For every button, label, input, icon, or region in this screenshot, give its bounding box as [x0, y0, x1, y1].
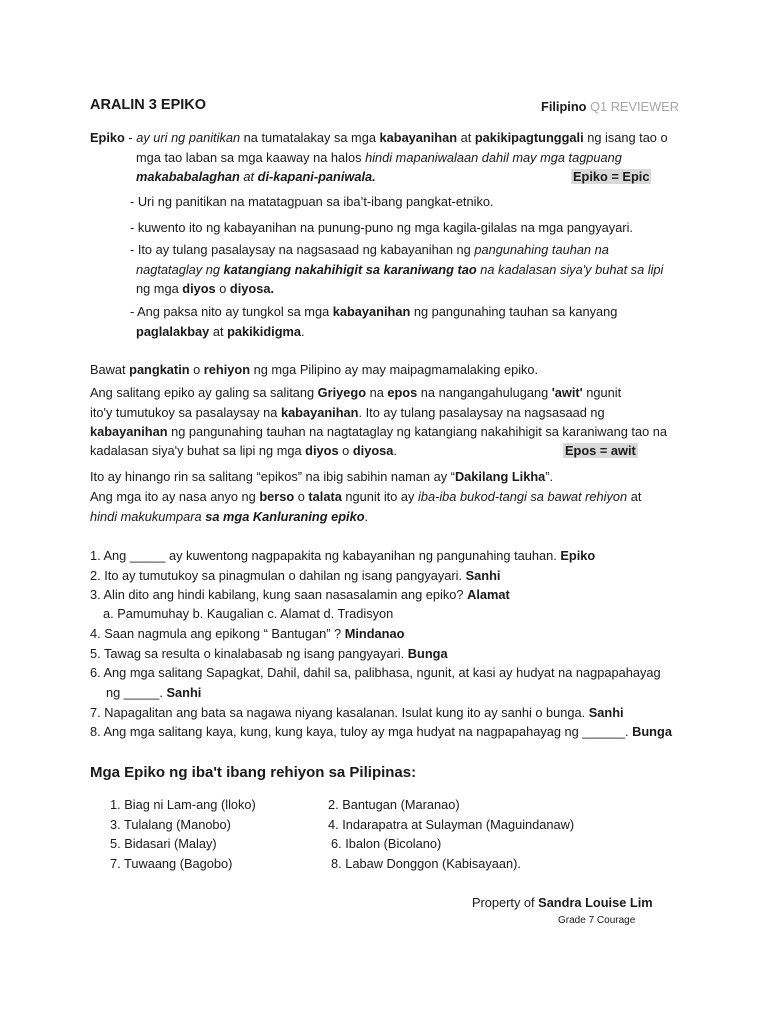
para2-l1-text: Ang salitang epiko ay galing sa salitang	[90, 385, 318, 400]
para2-period: .	[393, 443, 397, 458]
question-1-answer: Epiko	[560, 548, 596, 563]
epic-list-item: 6. Ibalon (Bicolano)	[331, 836, 442, 851]
para3-dakilang-likha: Dakilang Likha	[454, 469, 546, 484]
definition-line-2	[136, 148, 622, 167]
para1-rehiyon: rehiyon	[203, 362, 251, 377]
question-5	[90, 644, 448, 663]
bullet-3-line-1	[130, 240, 609, 259]
bullet-3-line-3	[136, 279, 274, 298]
para2-epos: epos	[387, 385, 418, 400]
bullet-3-italic: pangunahing tauhan na	[474, 242, 609, 257]
paragraph-2-line-3	[90, 422, 667, 441]
question-7	[90, 703, 624, 722]
question-8-text: 8. Ang mga salitang kaya, kung, kung kaya, tuloy ay mga hudyat na nagpapahayag ng ______.	[90, 724, 633, 739]
definition-makababalaghan: makababalaghan	[136, 169, 240, 184]
para2-l3-kabayanihan: kabayanihan	[90, 424, 168, 439]
bullet-4-paglalakbay: paglalakbay	[136, 324, 210, 339]
para3-l1-text: Ito ay hinango rin sa salitang “epikos” na ibig sabihin naman ay “	[90, 469, 455, 484]
question-2-text: 2. Ito ay tumutukoy sa pinagmulan o dahilan ng isang pangyayari.	[90, 568, 466, 583]
bullet-3-l2-bold: katangiang nakahihigit sa karaniwang tao	[223, 262, 477, 277]
paragraph-2-line-2	[90, 403, 605, 422]
epic-list-item: 2. Bantugan (Maranao)	[328, 797, 460, 812]
question-6-line-2	[106, 683, 201, 702]
bullet-4-bold: kabayanihan	[332, 304, 411, 319]
bullet-4-pakikidigma: pakikidigma	[227, 324, 302, 339]
definition-bold-pakikipagtunggali: pakikipagtunggali	[474, 130, 584, 145]
para1-text-end: ng mga Pilipino ay may maipagmamalaking epiko.	[250, 362, 539, 377]
reviewer-label: Q1 REVIEWER	[590, 99, 679, 114]
bullet-4-at: at	[209, 324, 228, 339]
grade-label: Grade 7 Courage	[558, 915, 636, 926]
para2-diyos: diyos	[305, 443, 339, 458]
para3-berso: berso	[259, 489, 295, 504]
bullet-4-period: .	[301, 324, 305, 339]
question-3-text: 3. Alin dito ang hindi kabilang, kung saan nasasalamin ang epiko?	[90, 587, 468, 602]
bullet-4-text: - Ang paksa nito ay tungkol sa mga	[130, 304, 333, 319]
question-3-answer: Alamat	[467, 587, 510, 602]
question-6-blank: ng _____.	[106, 685, 167, 700]
para2-o: o	[338, 443, 353, 458]
paragraph-3-line-3	[90, 507, 368, 526]
para3-talata: talata	[308, 489, 342, 504]
term-epiko: Epiko	[90, 130, 125, 145]
para2-awit: 'awit'	[551, 385, 583, 400]
para3-l2-text: Ang mga ito ay nasa anyo ng	[90, 489, 260, 504]
para2-l4-text: kadalasan siya'y buhat sa lipi ng mga	[90, 443, 306, 458]
bullet-2: - kuwento ito ng kabayanihan na punung-puno ng mga kagila-gilalas na mga pangyayari.	[130, 220, 633, 235]
definition-text-end: ng isang tao o	[583, 130, 668, 145]
subject-header	[541, 97, 679, 116]
definition-at: at	[457, 130, 475, 145]
bullet-3-diyos: diyos	[182, 281, 216, 296]
para2-l2-end: . Ito ay tulang pasalaysay na nagsasaad ng	[358, 405, 605, 420]
para2-kabayanihan: kabayanihan	[280, 405, 359, 420]
bullet-3-l2-italic: nagtataglay ng	[136, 262, 224, 277]
question-4	[90, 624, 404, 643]
epic-list-item: 1. Biag ni Lam-ang (lloko)	[110, 797, 256, 812]
bullet-3-line-2	[136, 260, 663, 279]
epos-highlight: Epos = awit	[565, 443, 636, 458]
para2-l2-text: ito'y tumutukoy sa pasalaysay na	[90, 405, 281, 420]
definition-line-1	[90, 128, 668, 147]
question-3-choices: a. Pamumuhay b. Kaugalian c. Alamat d. Tradisyon	[103, 606, 394, 621]
property-of-label: Property of	[472, 895, 539, 910]
bullet-4-line-1	[130, 302, 617, 321]
para3-o: o	[294, 489, 309, 504]
bullet-3-diyosa: diyosa.	[229, 281, 275, 296]
question-6-answer: Sanhi	[166, 685, 202, 700]
bullet-3-text: - Ito ay tulang pasalaysay na nagsasaad ng kabayanihan ng	[130, 242, 475, 257]
para2-diyosa: diyosa	[352, 443, 394, 458]
question-4-answer: Mindanao	[344, 626, 405, 641]
para3-period: .	[364, 509, 369, 524]
para1-text: Bawat	[90, 362, 130, 377]
definition-di-kapani-paniwala: di-kapani-paniwala.	[257, 169, 376, 184]
para2-l3-text: ng pangunahing tauhan na nagtataglay ng katangiang nakahihigit sa karaniwang tao na	[167, 424, 668, 439]
question-1-text: 1. Ang _____ ay kuwentong nagpapakita ng kabayanihan ng pangunahing tauhan.	[90, 548, 561, 563]
para3-l2-text2: ngunit ito ay	[341, 489, 418, 504]
para3-l3-italic: hindi makukumpara	[90, 509, 206, 524]
epic-label	[571, 167, 651, 186]
paragraph-3-line-2	[90, 487, 641, 506]
bullet-3-l2-italic-end: na kadalasan siya'y buhat sa lipi	[476, 262, 664, 277]
definition-text: na tumatalakay sa mga	[240, 130, 380, 145]
definition-line2-italic: hindi mapaniwalaan dahil may mga tagpuang	[365, 150, 622, 165]
epic-list-item: 4. Indarapatra at Sulayman (Maguindanaw)	[328, 817, 575, 832]
para3-l3-bold-italic: sa mga Kanluraning epiko	[205, 509, 365, 524]
regions-heading: Mga Epiko ng iba't ibang rehiyon sa Pilipinas:	[90, 764, 417, 781]
para3-l2-italic: iba-iba bukod-tangi sa bawat rehiyon	[417, 489, 628, 504]
epic-list-item: 7. Tuwaang (Bagobo)	[110, 856, 233, 871]
question-3	[90, 585, 510, 604]
definition-italic: ay uri ng panitikan	[136, 130, 241, 145]
paragraph-1	[90, 360, 538, 379]
subject-label: Filipino	[541, 99, 587, 114]
para3-l2-at: at	[627, 489, 642, 504]
owner-name: Sandra Louise Lim	[538, 895, 653, 910]
question-4-text: 4. Saan nagmula ang epikong “ Bantugan” ?	[90, 626, 345, 641]
paragraph-2-line-1	[90, 383, 621, 402]
question-8	[90, 722, 672, 741]
para2-l1-end: ngunit	[582, 385, 622, 400]
para2-griyego: Griyego	[317, 385, 367, 400]
epic-list-item: 3. Tulalang (Manobo)	[110, 817, 231, 832]
question-7-text: 7. Napagalitan ang bata sa nagawa niyang kasalanan. Isulat kung ito ay sanhi o bunga.	[90, 705, 589, 720]
para1-pangkatin: pangkatin	[129, 362, 190, 377]
para2-l1-text2: na nangangahulugang	[417, 385, 552, 400]
definition-bold-kabayanihan: kabayanihan	[379, 130, 458, 145]
question-6: 6. Ang mga salitang Sapagkat, Dahil, dahil sa, palibhasa, ngunit, at kasi ay hudyat na nagpapahayag	[90, 665, 661, 680]
question-1	[90, 546, 595, 565]
definition-line-3	[136, 167, 376, 186]
para1-o: o	[189, 362, 204, 377]
question-8-answer: Bunga	[632, 724, 672, 739]
bullet-4-line-2	[136, 322, 305, 341]
para2-l1-na: na	[366, 385, 388, 400]
definition-line3-at: at	[239, 169, 258, 184]
paragraph-3-line-1	[90, 467, 553, 486]
question-2-answer: Sanhi	[465, 568, 501, 583]
bullet-1: - Uri ng panitikan na matatagpuan sa iba’t-ibang pangkat-etniko.	[130, 194, 494, 209]
property-line	[472, 893, 653, 912]
epic-list-item: 8. Labaw Donggon (Kabisayaan).	[331, 856, 521, 871]
question-7-answer: Sanhi	[588, 705, 624, 720]
question-5-text: 5. Tawag sa resulta o kinalabasab ng isang pangyayari.	[90, 646, 408, 661]
bullet-4-text-end: ng pangunahing tauhan sa kanyang	[410, 304, 618, 319]
definition-dash: -	[124, 130, 137, 145]
epic-highlight: Epiko = Epic	[573, 169, 650, 184]
bullet-3-o: o	[215, 281, 230, 296]
page-title: ARALIN 3 EPIKO	[90, 97, 207, 113]
question-5-answer: Bunga	[407, 646, 448, 661]
para3-l1-end: ”.	[545, 469, 554, 484]
epos-label	[563, 441, 638, 460]
paragraph-2-line-4	[90, 441, 397, 460]
definition-line2-text: mga tao laban sa mga kaaway na halos	[136, 150, 366, 165]
bullet-3-l3-text: ng mga	[136, 281, 183, 296]
epic-list-item: 5. Bidasari (Malay)	[110, 836, 217, 851]
question-2	[90, 566, 500, 585]
